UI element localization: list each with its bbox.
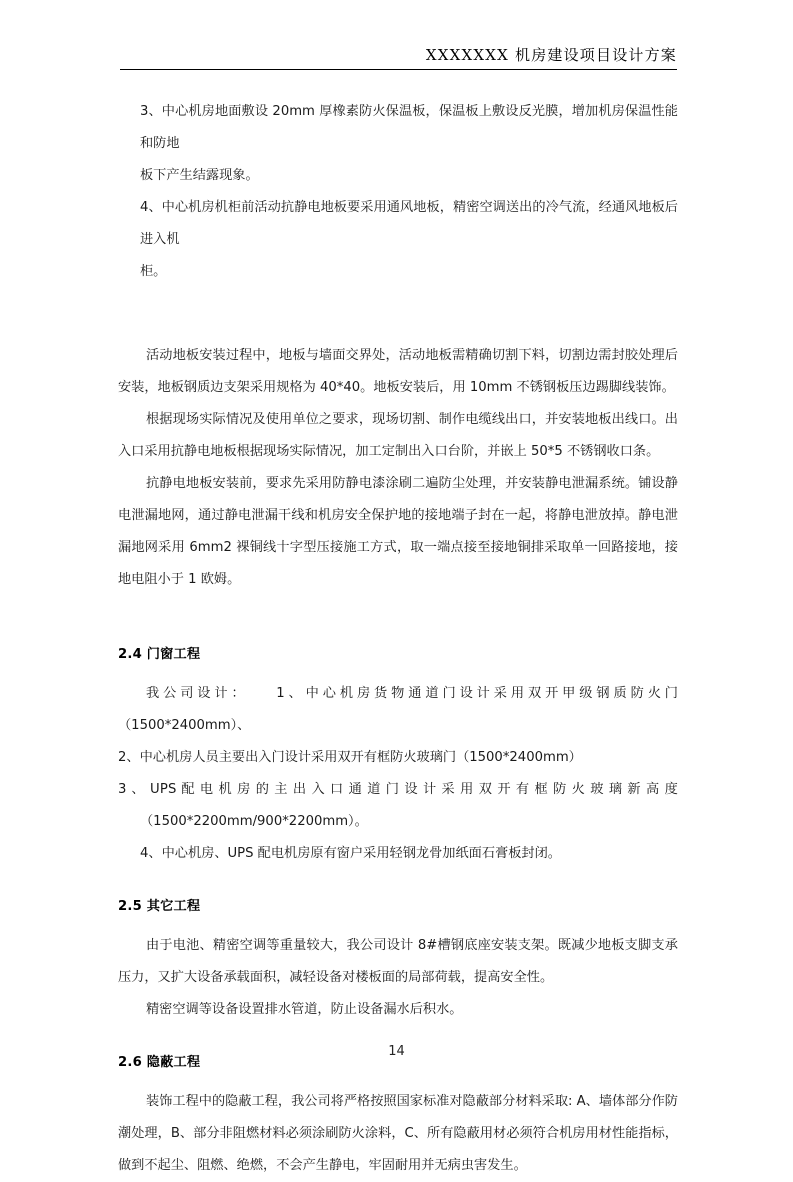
section-2-4-item-3-line2: （1500*2200mm/900*2200mm）。: [140, 814, 368, 829]
paragraph-raised-floor-installation: 活动地板安装过程中，地板与墙面交界处，活动地板需精确切割下料，切割边需封胶处理后安装，地板钢质边支架采用规格为 40*40。地板安装后，用 10mm 不锈钢板压边踢脚线装饰。: [118, 348, 678, 395]
section-2-4-item-3-line1: 3 、 UPS 配 电 机 房 的 主 出 入 口 通 道 门 设 计 采 用 双 开 有 框 防 火 玻 璃 新 高 度: [118, 782, 678, 797]
page-footer: [0, 1040, 793, 1059]
section-2-4-item-2: 2、中心机房人员主要出入门设计采用双开有框防火玻璃门（1500*2400mm）: [118, 750, 582, 765]
section-heading-2-6-text: 2.6 隐蔽工程: [118, 1055, 201, 1070]
document-body: [118, 96, 678, 1182]
spacer: [118, 626, 678, 640]
header-divider: [120, 69, 677, 70]
section-2-6-paragraph-1: 装饰工程中的隐蔽工程，我公司将严格按照国家标准对隐蔽部分材料采取: A、墙体部分作防潮处理，B、部分非阻燃材料必须涂刷防火涂料，C、所有隐蔽用材必须符合机房用材性能指标，做到不起尘、阻燃、绝燃，不会产生静电，牢固耐用并无病虫害发生。: [118, 1094, 678, 1173]
numbered-item-3-line2: 板下产生结露现象。: [140, 168, 259, 183]
section-heading-2-5-text: 2.5 其它工程: [118, 899, 201, 914]
section-heading-2-4-text: 2.4 门窗工程: [118, 647, 201, 662]
section-2-4-item-4: 4、中心机房、UPS 配电机房原有窗户采用轻钢龙骨加纸面石膏板封闭。: [140, 846, 561, 861]
numbered-item-4-line1: 4、中心机房机柜前活动抗静电地板要采用通风地板，精密空调送出的冷气流，经通风地板后进入机: [140, 200, 678, 247]
section-2-5-paragraph-1: 由于电池、精密空调等重量较大，我公司设计 8#槽钢底座安装支架。既减少地板支脚支承压力，又扩大设备承载面积，减轻设备对楼板面的局部荷载，提高安全性。: [118, 938, 678, 985]
section-heading-2-5: [118, 892, 678, 922]
spacer: [118, 670, 678, 678]
spacer: [118, 288, 678, 318]
header-title: XXXXXXX 机房建设项目设计方案: [425, 46, 677, 64]
page-header: [120, 44, 677, 70]
spacer: [118, 318, 678, 340]
section-2-5-paragraph-2: 精密空调等设备设置排水管道，防止设备漏水后积水。: [146, 1002, 463, 1017]
section-2-4-item-3: [118, 774, 678, 838]
spacer: [118, 870, 678, 892]
numbered-item-4-line2: 柜。: [140, 264, 167, 279]
numbered-item-3-line1: 3、中心机房地面敷设 20mm 厚橡素防火保温板，保温板上敷设反光膜，增加机房保温性能和防地: [140, 104, 678, 151]
page-number: 14: [388, 1044, 405, 1059]
paragraph-antistatic-grounding: 抗静电地板安装前，要求先采用防静电漆涂刷二遍防尘处理，并安装静电泄漏系统。铺设静电泄漏地网，通过静电泄漏干线和机房安全保护地的接地端子封在一起，将静电泄放掉。静电泄漏地网采用 6mm2 裸铜线十字型压接施工方式，取一端点接至接地铜排采取单一回路接地，接地电阻小于 1 欧姆。: [118, 476, 678, 587]
section-heading-2-4: [118, 640, 678, 670]
spacer: [118, 922, 678, 930]
section-2-4-intro: 我公司设计： 1、中心机房货物通道门设计采用双开甲级钢质防火门（1500*2400mm）、: [118, 686, 678, 733]
spacer: [118, 1078, 678, 1086]
paragraph-cable-outlets: 根据现场实际情况及使用单位之要求，现场切割、制作电缆线出口，并安装地板出线口。出入口采用抗静电地板根据现场实际情况，加工定制出入口台阶，并嵌上 50*5 不锈钢收口条。: [118, 412, 678, 459]
spacer: [118, 596, 678, 626]
